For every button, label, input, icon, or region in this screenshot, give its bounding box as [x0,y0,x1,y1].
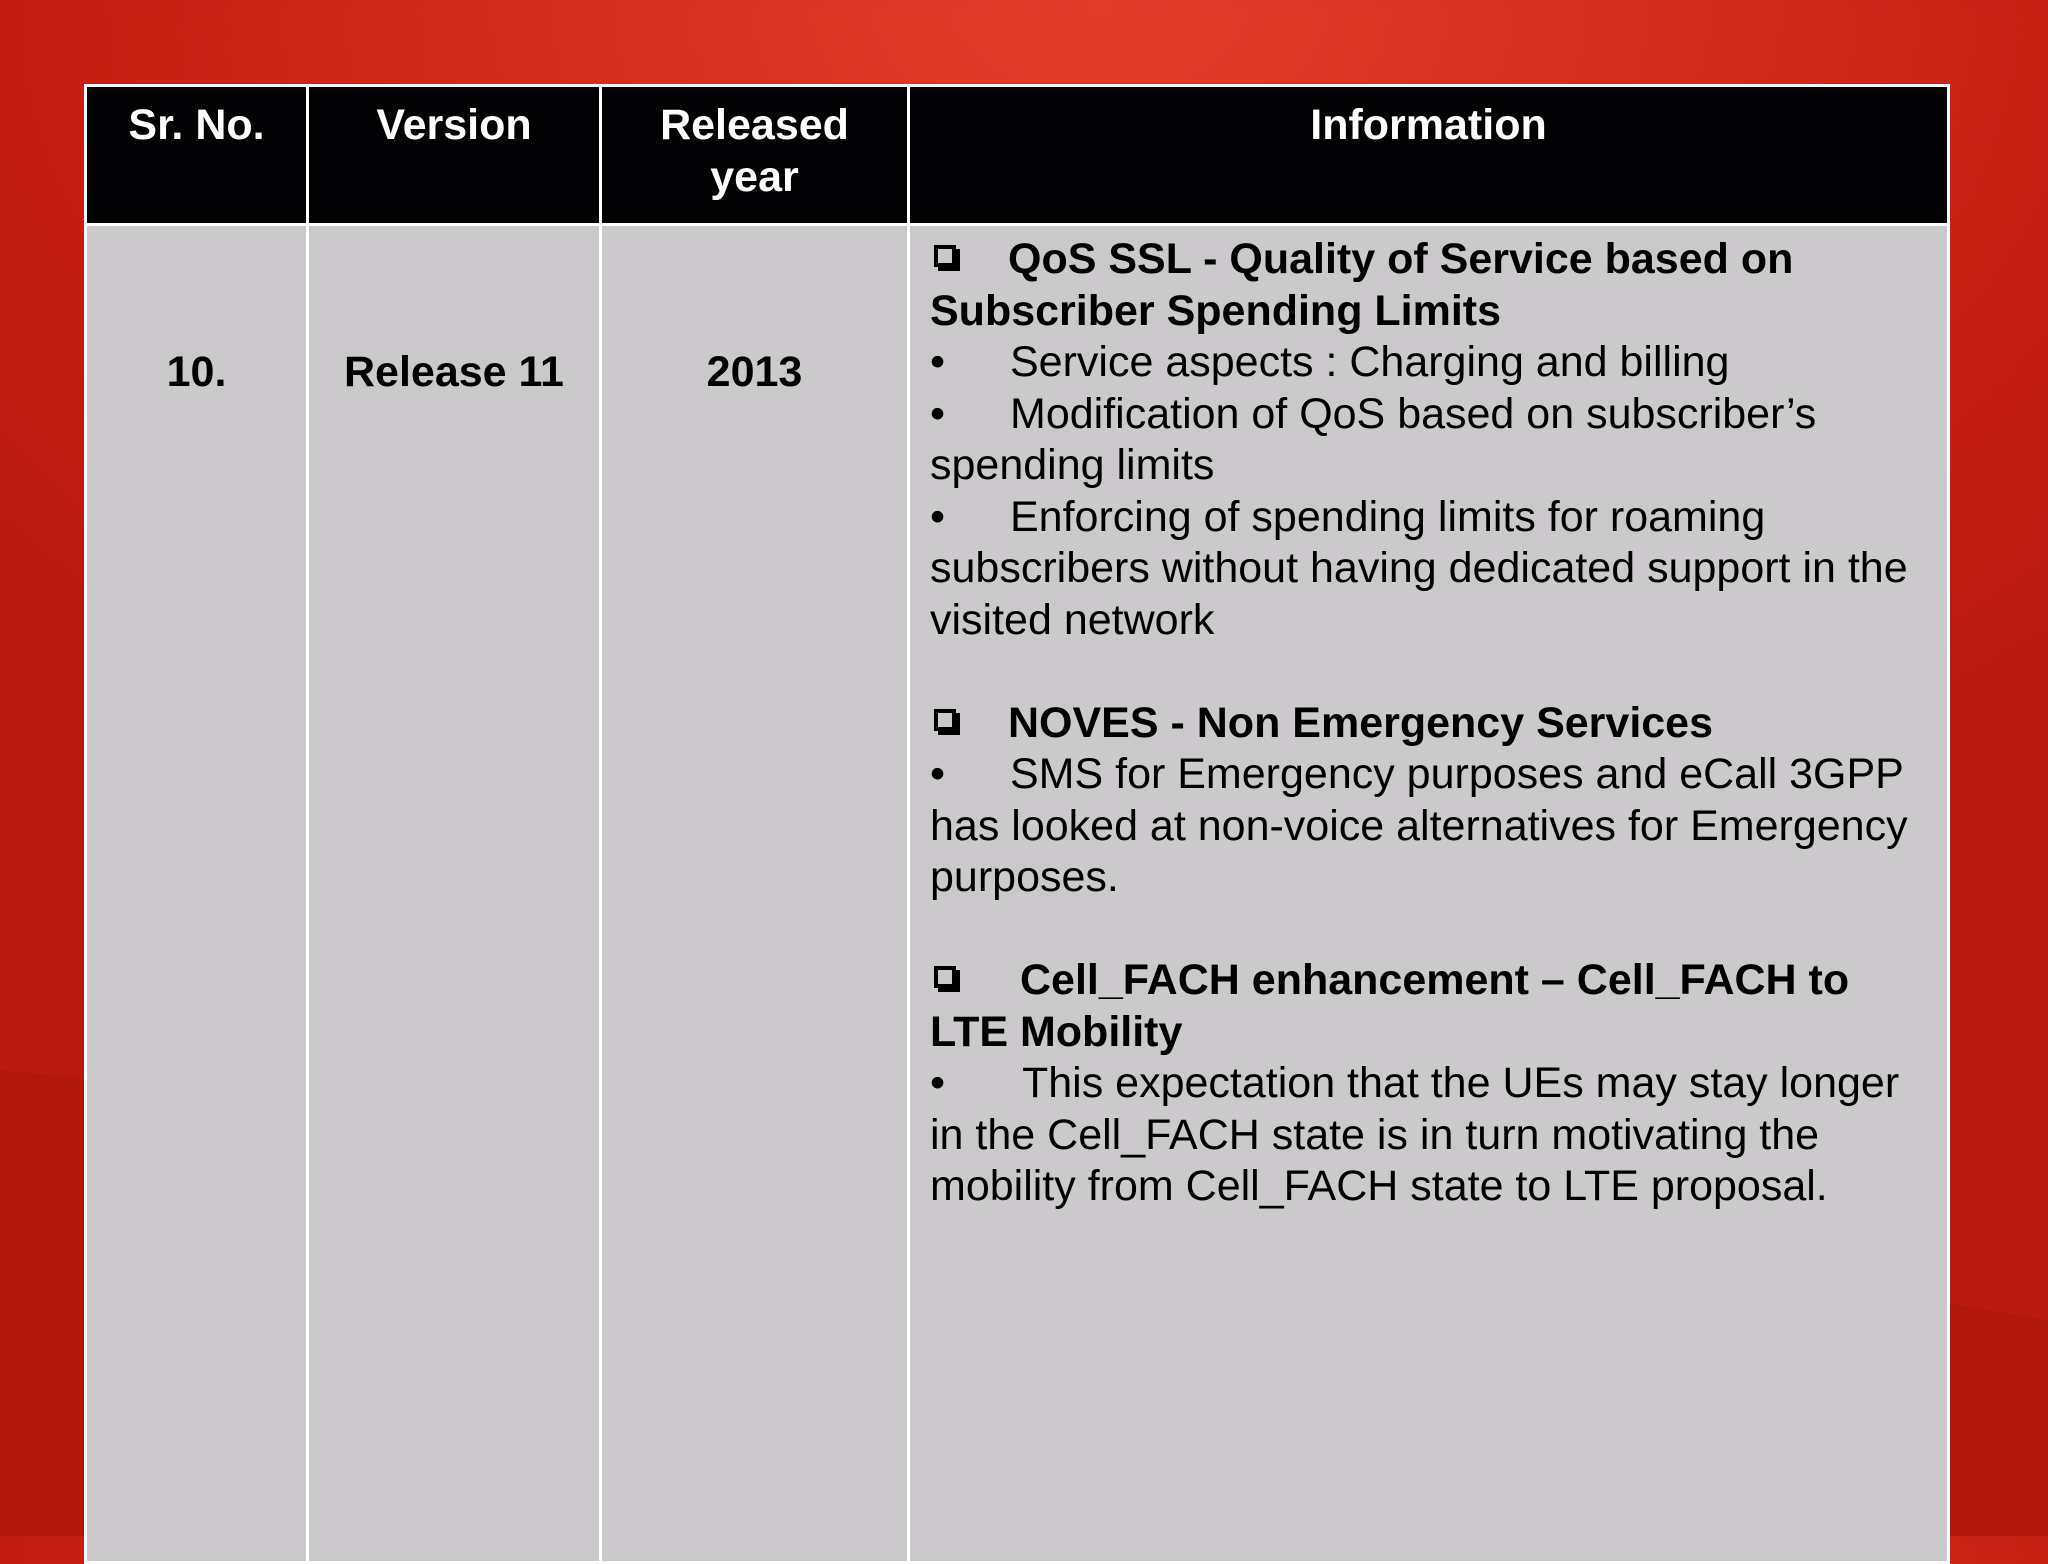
section-noves [930,698,1927,904]
section-cell-fach [930,955,1927,1213]
section-heading: Cell_FACH enhancement – Cell_FACH to LTE Mobility [930,956,1850,1056]
list-item-text: This expectation that the UEs may stay longer in the Cell_FACH state is in turn motivating the mobility from Cell_FACH state to LTE proposal. [930,1059,1900,1210]
bullet-icon: • [930,1059,946,1107]
cell-sr-no: 10. [86,225,308,1563]
bullet-icon: • [930,389,946,438]
header-version: Version [308,86,601,225]
cell-version: Release 11 [308,225,601,1563]
header-sr-no: Sr. No. [86,86,308,225]
cell-information [909,225,1949,1563]
checkbox-bullet-icon [934,709,956,731]
bullet-icon: • [930,492,946,541]
list-item [930,492,1927,647]
bullet-icon: • [930,338,946,386]
checkbox-bullet-icon [934,245,956,267]
header-information: Information [909,86,1949,225]
list-item-text: Enforcing of spending limits for roaming subscribers without having dedicated support in the visited network [930,492,1908,644]
list-item-text: SMS for Emergency purposes and eCall 3GPP has looked at non-voice alternatives for Emergency purposes. [930,750,1908,901]
header-row [86,86,1949,225]
list-item [930,337,1927,389]
list-item-text: Service aspects : Charging and billing [1010,338,1730,386]
header-released-year-text: Released year [660,101,849,201]
release-table [84,84,1950,1564]
list-item [930,749,1927,904]
section-qos-ssl [930,234,1927,646]
header-released-year [601,86,909,225]
cell-year: 2013 [601,225,909,1563]
list-item [930,389,1927,492]
bullet-icon: • [930,750,946,798]
section-heading: QoS SSL - Quality of Service based on Subscriber Spending Limits [930,235,1794,335]
checkbox-bullet-icon [934,966,956,988]
list-item-text: Modification of QoS based on subscriber’s spending limits [930,389,1817,489]
list-item [930,1058,1927,1213]
table-row [86,225,1949,1563]
section-heading: NOVES - Non Emergency Services [1008,698,1714,747]
